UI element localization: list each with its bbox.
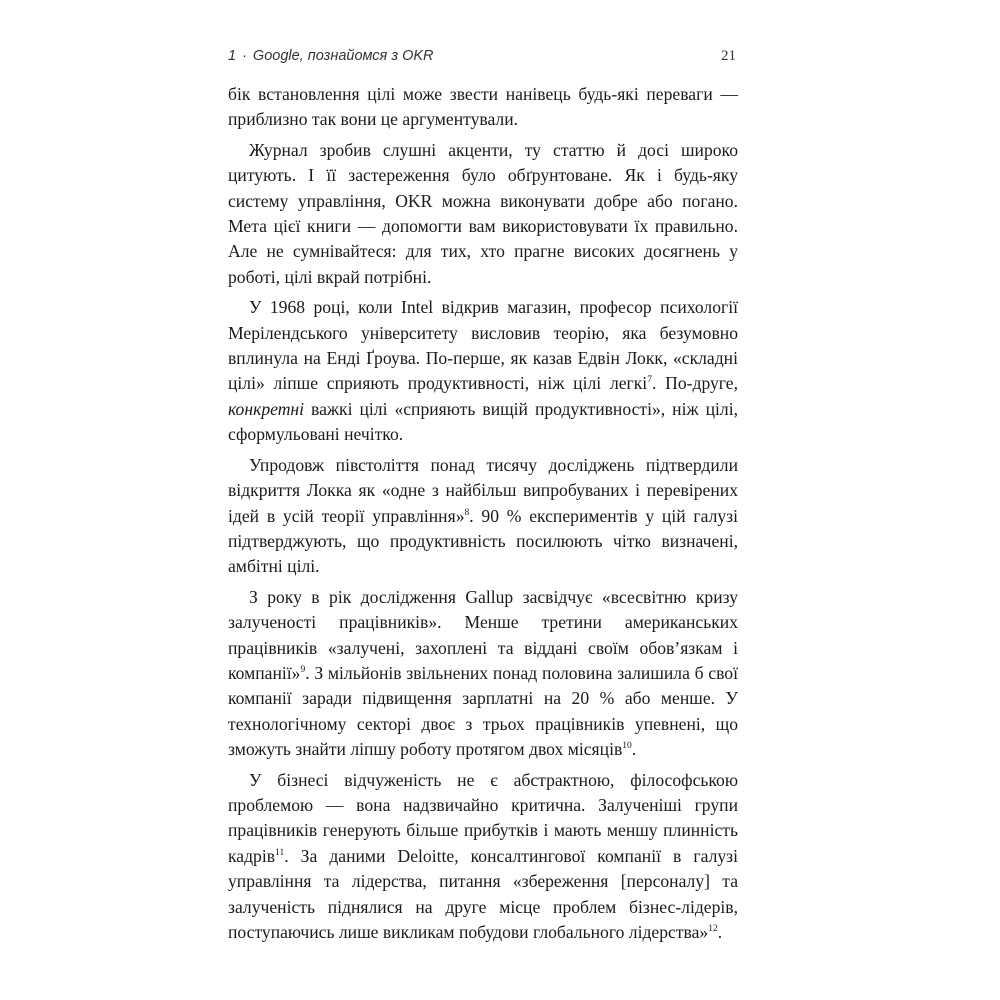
paragraph-text: важкі цілі «сприяють вищій продуктивності», ніж цілі, сформульовані нечітко. [228, 398, 738, 445]
paragraph-text: бік встановлення цілі може звести нанівець будь-які переваги — приблизно так вони це аргументували. [228, 84, 738, 130]
paragraph-6 [228, 768, 738, 946]
footnote-ref[interactable]: 10 [622, 741, 632, 752]
chapter-number: 1 [228, 48, 237, 64]
paragraph-3 [228, 295, 738, 447]
body-text [228, 82, 738, 950]
chapter-title: Google, познайомся з OKR [252, 48, 434, 64]
paragraph-text: . [631, 739, 637, 760]
paragraph-1 [228, 82, 738, 133]
chapter-heading [228, 48, 434, 64]
footnote-ref[interactable]: 9 [300, 664, 306, 675]
header-separator: · [242, 48, 247, 64]
paragraph-5 [228, 585, 738, 763]
paragraph-4 [228, 453, 738, 580]
paragraph-text: З року в рік дослідження Gallup засвідчує «всесвітню кризу залученості працівників». Менше третини американських працівників «залучені, захоплені та віддані своїм обов’язкам і компанії» [228, 586, 738, 683]
paragraph-text: . За даними Deloitte, консалтингової компанії в галузі управління та лідерства, питання «збереження [персоналу] та залученість піднялися на друге місце проблем бізнес-лідерів, поступаючись лише викликам побудови глобального лідерства» [228, 845, 738, 942]
paragraph-text: . 90 % експериментів у цій галузі підтверджують, що продуктивність посилюють чітко визначені, амбітні цілі. [228, 505, 738, 577]
footnote-ref[interactable]: 11 [275, 847, 285, 858]
paragraph-text: Упродовж півстоліття понад тисячу досліджень підтвердили відкриття Локка як «одне з найбільш випробуваних і перевірених ідей в усій теорії управління» [228, 454, 738, 526]
footnote-ref[interactable]: 8 [464, 507, 470, 518]
emphasized-word: конкретні [228, 398, 305, 419]
paragraph-2 [228, 138, 738, 290]
footnote-ref[interactable]: 12 [708, 924, 718, 934]
paragraph-text: . [717, 922, 723, 942]
footnote-ref[interactable]: 7 [647, 375, 652, 386]
paragraph-text: Журнал зробив слушні акценти, ту статтю й досі широко цитують. І її застереження було обґрунтоване. Як і будь-яку систему управління, OKR можна виконувати добре або погано. Мета цієї книги — допомогти вам використовувати їх правильно. Але не сумнівайтеся: для тих, хто прагне високих досягнень у роботі, цілі вкрай потрібні. [228, 139, 738, 287]
paragraph-text: . По-друге, [651, 373, 738, 394]
paragraph-text: У 1968 році, коли Intel відкрив магазин, професор психології Мерілендського університету висловив теорію, яка безумовно вплинула на Енді Ґроува. По-перше, як казав Едвін Локк, «складні цілі» ліпше сприяють продуктивності, ніж цілі легкі [228, 297, 738, 394]
running-head [228, 48, 736, 65]
paragraph-text: . З мільйонів звільнених понад половина залишила б свої компанії заради підвищення зарплатні на 20 % або менше. У технологічному секторі двоє з трьох працівників упевнені, що зможуть знайти ліпшу роботу протягом двох місяців [228, 662, 738, 760]
paragraph-text: У бізнесі відчуженість не є абстрактною, філософською проблемою — вона надзвичайно критична. Залученіші групи працівників генерують більше прибутків і мають меншу плинність кадрів [228, 769, 738, 866]
page-number: 21 [721, 48, 736, 64]
